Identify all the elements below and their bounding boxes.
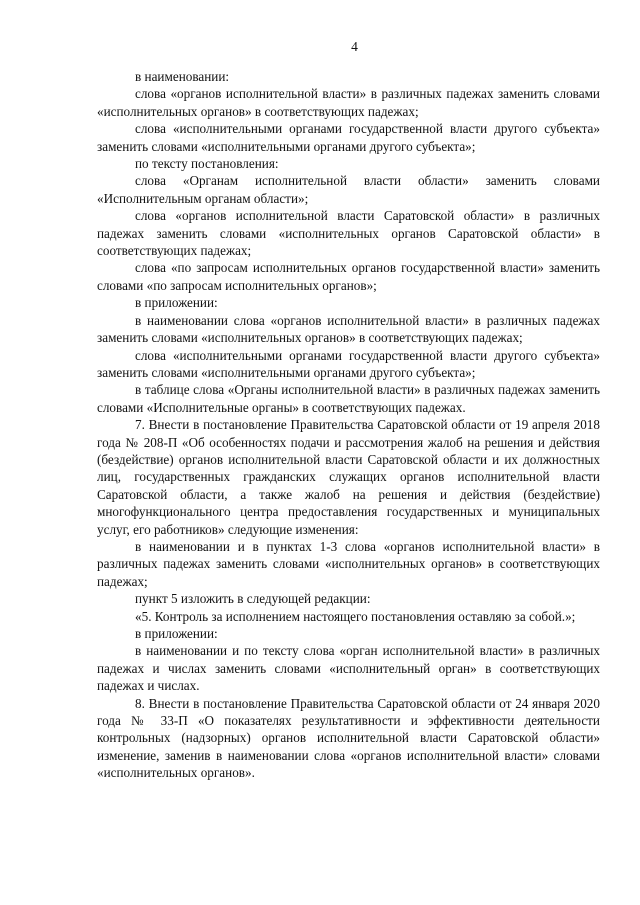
paragraph: в приложении:: [135, 295, 218, 311]
paragraph: в наименовании и в пунктах 1-3 слова «органов исполнительной власти» в различных падежах заменить словами «исполнительных органов» в соответствующих падежах;: [97, 538, 600, 589]
paragraph: слова «органов исполнительной власти Саратовской области» в различных падежах заменить словами «исполнительных органов Саратовской области» в соответствующих падежах;: [97, 208, 600, 259]
paragraph: слова «исполнительными органами государственной власти другого субъекта» заменить словами «исполнительными органами другого субъекта»;: [97, 347, 600, 380]
paragraph: по тексту постановления:: [135, 156, 279, 172]
paragraph: в наименовании и по тексту слова «орган исполнительной власти» в различных падежах и числах заменить словами «исполнительный орган» в соответствующих падежах и числах.: [97, 643, 600, 694]
paragraph: пункт 5 изложить в следующей редакции:: [135, 591, 371, 607]
paragraph: 7. Внести в постановление Правительства Саратовской области от 19 апреля 2018 года № 208-П «Об особенностях подачи и рассмотрения жалоб на решения и действия (бездействие) органов исполнительной власти Саратовской области и их должностных лиц, государственных гражданских служащих органов исполнительной власти Саратовской области, а также жалоб на решения и действия (бездействие) многофункционального центра предоставления государственных и муниципальных услуг, его работников» следующие изменения:: [97, 417, 600, 537]
paragraph: слова «по запросам исполнительных органов государственной власти» заменить словами «по запросам исполнительных органов»;: [97, 260, 600, 293]
paragraph: в наименовании слова «органов исполнительной власти» в различных падежах заменить словами «исполнительных органов» в соответствующих падежах;: [97, 312, 600, 346]
paragraph: слова «органов исполнительной власти» в различных падежах заменить словами «исполнительных органов» в соответствующих падежах;: [97, 86, 600, 119]
paragraph: в наименовании:: [135, 69, 230, 84]
page-number: 4: [351, 39, 358, 54]
paragraph: слова «исполнительными органами государственной власти другого субъекта» заменить словами «исполнительными органами другого субъекта»;: [97, 121, 600, 154]
paragraph: слова «Органам исполнительной власти области» заменить словами «Исполнительным органам области»;: [97, 173, 600, 206]
paragraph: в таблице слова «Органы исполнительной власти» в различных падежах заменить словами «Исполнительные органы» в соответствующих падежах.: [97, 382, 600, 415]
paragraph: 8. Внести в постановление Правительства Саратовской области от 24 января 2020 года № 33-П «О показателях результативности и эффективности деятельности контрольных (надзорных) органов исполнительной власти Саратовской области» изменение, заменив в наименовании слова «органов исполнительной власти» словами «исполнительных органов».: [97, 695, 600, 781]
paragraph: в приложении:: [135, 626, 218, 641]
paragraph: «5. Контроль за исполнением настоящего постановления оставляю за собой.»;: [135, 608, 576, 624]
